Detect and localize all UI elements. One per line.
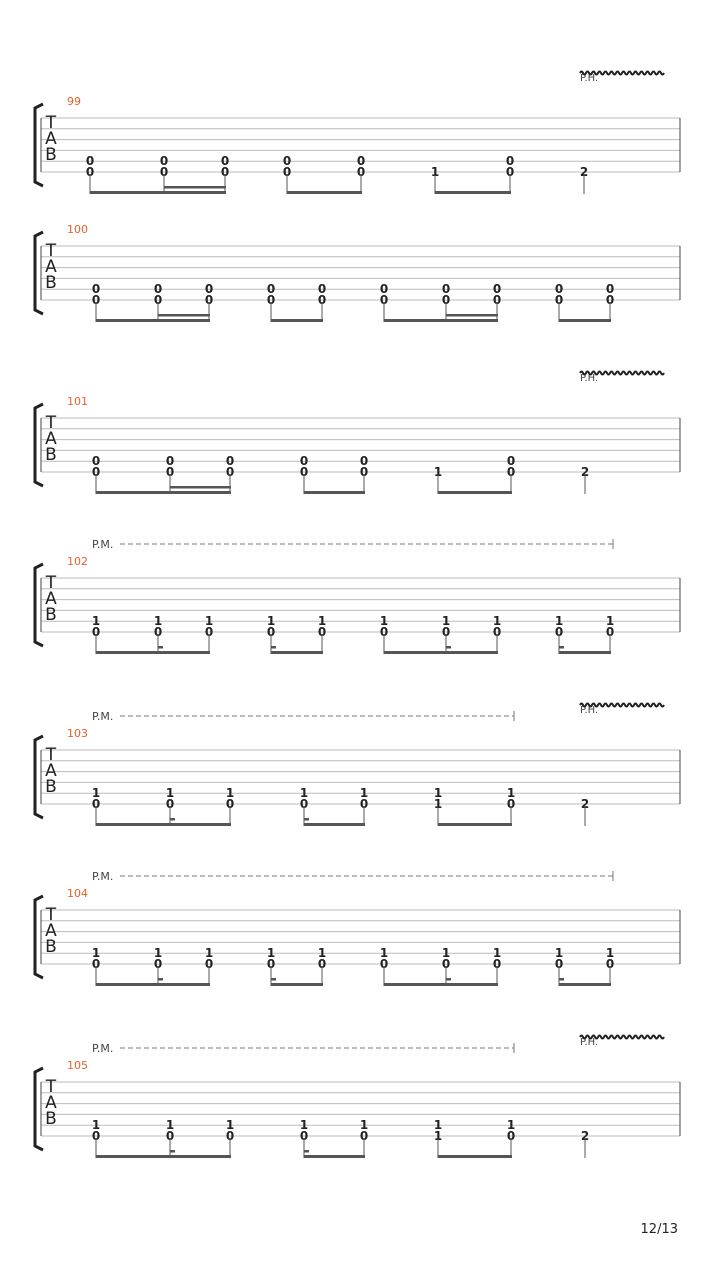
- fret-number: 0: [282, 154, 292, 169]
- fret-number: 0: [225, 1129, 235, 1143]
- fret-number: 0: [356, 154, 366, 169]
- fret-number: 0: [165, 465, 175, 479]
- fret-number: 1: [266, 614, 276, 629]
- fret-number: 1: [433, 1129, 443, 1143]
- beam: [559, 319, 611, 322]
- fret-number: 1: [91, 614, 101, 629]
- beam: [287, 191, 362, 194]
- beam: [559, 983, 611, 986]
- fret-number: 0: [379, 625, 389, 639]
- fret-number: 0: [91, 454, 101, 469]
- fret-number: 1: [379, 614, 389, 629]
- beam-stub: [559, 978, 564, 981]
- fret-number: 1: [506, 1118, 516, 1133]
- fret-number: 1: [153, 946, 163, 961]
- beam-stub: [158, 978, 163, 981]
- fret-number: 0: [554, 282, 564, 297]
- beam-secondary: [446, 314, 498, 317]
- fret-number: 1: [91, 786, 101, 801]
- fret-number: 0: [492, 957, 502, 971]
- tab-clef-letter: A: [45, 1093, 57, 1113]
- fret-number: 1: [554, 946, 564, 961]
- palm-mute-label: P.M.: [92, 870, 114, 883]
- fret-number: 0: [204, 282, 214, 297]
- fret-number: 0: [165, 1129, 175, 1143]
- fret-number: 1: [299, 786, 309, 801]
- tab-clef-letter: T: [45, 745, 57, 765]
- pinch-harmonic-label: P.H.: [580, 373, 599, 384]
- fret-number: 0: [91, 293, 101, 307]
- fret-number: 1: [441, 614, 451, 629]
- measure-number: 105: [67, 1059, 88, 1072]
- fret-number: 0: [91, 1129, 101, 1143]
- fret-number: 0: [506, 797, 516, 811]
- system-bracket: [35, 404, 43, 486]
- fret-number: 0: [91, 957, 101, 971]
- fret-number: 0: [506, 454, 516, 469]
- pinch-harmonic-label: P.H.: [580, 73, 599, 84]
- fret-number: 1: [225, 786, 235, 801]
- beam: [96, 319, 210, 322]
- fret-number: 0: [225, 454, 235, 469]
- beam-stub: [446, 978, 451, 981]
- beam: [435, 191, 511, 194]
- beam: [96, 1155, 231, 1158]
- tab-clef-letter: B: [45, 605, 57, 625]
- fret-number: 1: [317, 614, 327, 629]
- fret-number: 0: [359, 465, 369, 479]
- fret-number: 0: [554, 625, 564, 639]
- fret-number: 0: [605, 282, 615, 297]
- fret-number: 0: [266, 957, 276, 971]
- fret-number: 1: [165, 1118, 175, 1133]
- fret-number: 1: [433, 786, 443, 801]
- fret-number: 0: [492, 282, 502, 297]
- fret-number: 0: [220, 165, 230, 179]
- system-bracket: [35, 1068, 43, 1150]
- fret-number: 0: [204, 957, 214, 971]
- beam-stub: [271, 978, 276, 981]
- fret-number: 2: [580, 465, 590, 479]
- beam: [271, 983, 323, 986]
- fret-number: 1: [605, 614, 615, 629]
- fret-number: 1: [359, 1118, 369, 1133]
- tab-clef-letter: B: [45, 937, 57, 957]
- system-bracket: [35, 564, 43, 646]
- tab-clef-letter: T: [45, 113, 57, 133]
- fret-number: 0: [225, 465, 235, 479]
- tab-clef-letter: T: [45, 1077, 57, 1097]
- beam: [271, 651, 323, 654]
- beam-stub: [304, 818, 309, 821]
- fret-number: 1: [554, 614, 564, 629]
- fret-number: 0: [605, 625, 615, 639]
- fret-number: 1: [91, 1118, 101, 1133]
- beam: [96, 823, 231, 826]
- beam: [384, 319, 498, 322]
- fret-number: 0: [204, 293, 214, 307]
- measure-number: 104: [67, 887, 88, 900]
- fret-number: 0: [85, 154, 95, 169]
- tab-clef-letter: T: [45, 241, 57, 261]
- fret-number: 0: [317, 293, 327, 307]
- fret-number: 1: [433, 797, 443, 811]
- measure-number: 99: [67, 95, 81, 108]
- tab-clef-letter: B: [45, 777, 57, 797]
- measure-number: 102: [67, 555, 88, 568]
- fret-number: 0: [225, 797, 235, 811]
- beam: [438, 823, 512, 826]
- measure-number: 100: [67, 223, 88, 236]
- tab-clef-letter: A: [45, 429, 57, 449]
- fret-number: 0: [317, 957, 327, 971]
- fret-number: 0: [492, 293, 502, 307]
- beam: [559, 651, 611, 654]
- fret-number: 0: [299, 454, 309, 469]
- tab-clef-letter: T: [45, 413, 57, 433]
- fret-number: 0: [153, 293, 163, 307]
- fret-number: 0: [379, 293, 389, 307]
- fret-number: 0: [153, 625, 163, 639]
- fret-number: 0: [317, 282, 327, 297]
- fret-number: 0: [153, 957, 163, 971]
- system-bracket: [35, 232, 43, 314]
- fret-number: 0: [153, 282, 163, 297]
- beam: [438, 491, 512, 494]
- fret-number: 0: [165, 797, 175, 811]
- beam-stub: [170, 818, 175, 821]
- fret-number: 0: [554, 293, 564, 307]
- beam: [304, 1155, 365, 1158]
- tab-clef-letter: A: [45, 921, 57, 941]
- fret-number: 0: [605, 957, 615, 971]
- fret-number: 0: [91, 282, 101, 297]
- fret-number: 0: [266, 625, 276, 639]
- fret-number: 0: [441, 957, 451, 971]
- system-bracket: [35, 896, 43, 978]
- measure-number: 103: [67, 727, 88, 740]
- fret-number: 1: [433, 1118, 443, 1133]
- fret-number: 2: [580, 1129, 590, 1143]
- fret-number: 0: [299, 465, 309, 479]
- fret-number: 0: [506, 1129, 516, 1143]
- tab-clef-letter: T: [45, 905, 57, 925]
- fret-number: 1: [204, 946, 214, 961]
- fret-number: 1: [441, 946, 451, 961]
- fret-number: 1: [266, 946, 276, 961]
- fret-number: 0: [91, 465, 101, 479]
- fret-number: 2: [579, 165, 589, 179]
- fret-number: 0: [282, 165, 292, 179]
- beam-stub: [559, 646, 564, 649]
- fret-number: 0: [85, 165, 95, 179]
- tab-clef-letter: A: [45, 257, 57, 277]
- fret-number: 0: [506, 465, 516, 479]
- fret-number: 1: [204, 614, 214, 629]
- tab-clef-letter: A: [45, 129, 57, 149]
- fret-number: 0: [441, 282, 451, 297]
- beam: [96, 491, 231, 494]
- fret-number: 0: [266, 282, 276, 297]
- fret-number: 0: [317, 625, 327, 639]
- fret-number: 0: [605, 293, 615, 307]
- tab-clef-letter: B: [45, 1109, 57, 1129]
- fret-number: 0: [91, 797, 101, 811]
- palm-mute-label: P.M.: [92, 710, 114, 723]
- beam: [271, 319, 323, 322]
- beam-stub: [158, 646, 163, 649]
- palm-mute-label: P.M.: [92, 1042, 114, 1055]
- fret-number: 0: [359, 797, 369, 811]
- fret-number: 0: [441, 293, 451, 307]
- fret-number: 0: [492, 625, 502, 639]
- beam-stub: [271, 646, 276, 649]
- measure-number: 101: [67, 395, 88, 408]
- beam-stub: [446, 646, 451, 649]
- beam: [438, 1155, 512, 1158]
- pinch-harmonic-label: P.H.: [580, 1037, 599, 1048]
- fret-number: 1: [430, 165, 440, 179]
- fret-number: 1: [379, 946, 389, 961]
- fret-number: 1: [153, 614, 163, 629]
- beam-secondary: [164, 186, 226, 189]
- beam-secondary: [170, 486, 231, 489]
- beam: [96, 983, 210, 986]
- fret-number: 0: [299, 797, 309, 811]
- fret-number: 0: [505, 154, 515, 169]
- fret-number: 1: [492, 946, 502, 961]
- palm-mute-label: P.M.: [92, 538, 114, 551]
- fret-number: 1: [605, 946, 615, 961]
- beam-stub: [304, 1150, 309, 1153]
- beam: [384, 983, 498, 986]
- fret-number: 0: [505, 165, 515, 179]
- fret-number: 2: [580, 797, 590, 811]
- system-bracket: [35, 104, 43, 186]
- page-number: 12/13: [640, 1222, 678, 1237]
- fret-number: 0: [379, 957, 389, 971]
- beam: [96, 651, 210, 654]
- fret-number: 0: [204, 625, 214, 639]
- fret-number: 0: [159, 165, 169, 179]
- tab-clef-letter: B: [45, 273, 57, 293]
- fret-number: 1: [299, 1118, 309, 1133]
- beam: [384, 651, 498, 654]
- fret-number: 0: [220, 154, 230, 169]
- fret-number: 0: [441, 625, 451, 639]
- system-bracket: [35, 736, 43, 818]
- fret-number: 0: [356, 165, 366, 179]
- fret-number: 0: [379, 282, 389, 297]
- fret-number: 0: [159, 154, 169, 169]
- tab-clef-letter: A: [45, 761, 57, 781]
- fret-number: 0: [359, 454, 369, 469]
- beam: [304, 823, 365, 826]
- fret-number: 0: [554, 957, 564, 971]
- beam: [304, 491, 365, 494]
- beam-stub: [170, 1150, 175, 1153]
- fret-number: 1: [91, 946, 101, 961]
- fret-number: 1: [225, 1118, 235, 1133]
- beam-secondary: [158, 314, 210, 317]
- fret-number: 0: [165, 454, 175, 469]
- tab-clef-letter: B: [45, 145, 57, 165]
- fret-number: 1: [359, 786, 369, 801]
- fret-number: 0: [266, 293, 276, 307]
- beam: [90, 191, 226, 194]
- fret-number: 1: [433, 465, 443, 479]
- fret-number: 0: [359, 1129, 369, 1143]
- tab-clef-letter: B: [45, 445, 57, 465]
- fret-number: 1: [492, 614, 502, 629]
- fret-number: 0: [299, 1129, 309, 1143]
- fret-number: 1: [165, 786, 175, 801]
- pinch-harmonic-label: P.H.: [580, 705, 599, 716]
- tab-clef-letter: A: [45, 589, 57, 609]
- fret-number: 1: [317, 946, 327, 961]
- fret-number: 0: [91, 625, 101, 639]
- fret-number: 1: [506, 786, 516, 801]
- tab-clef-letter: T: [45, 573, 57, 593]
